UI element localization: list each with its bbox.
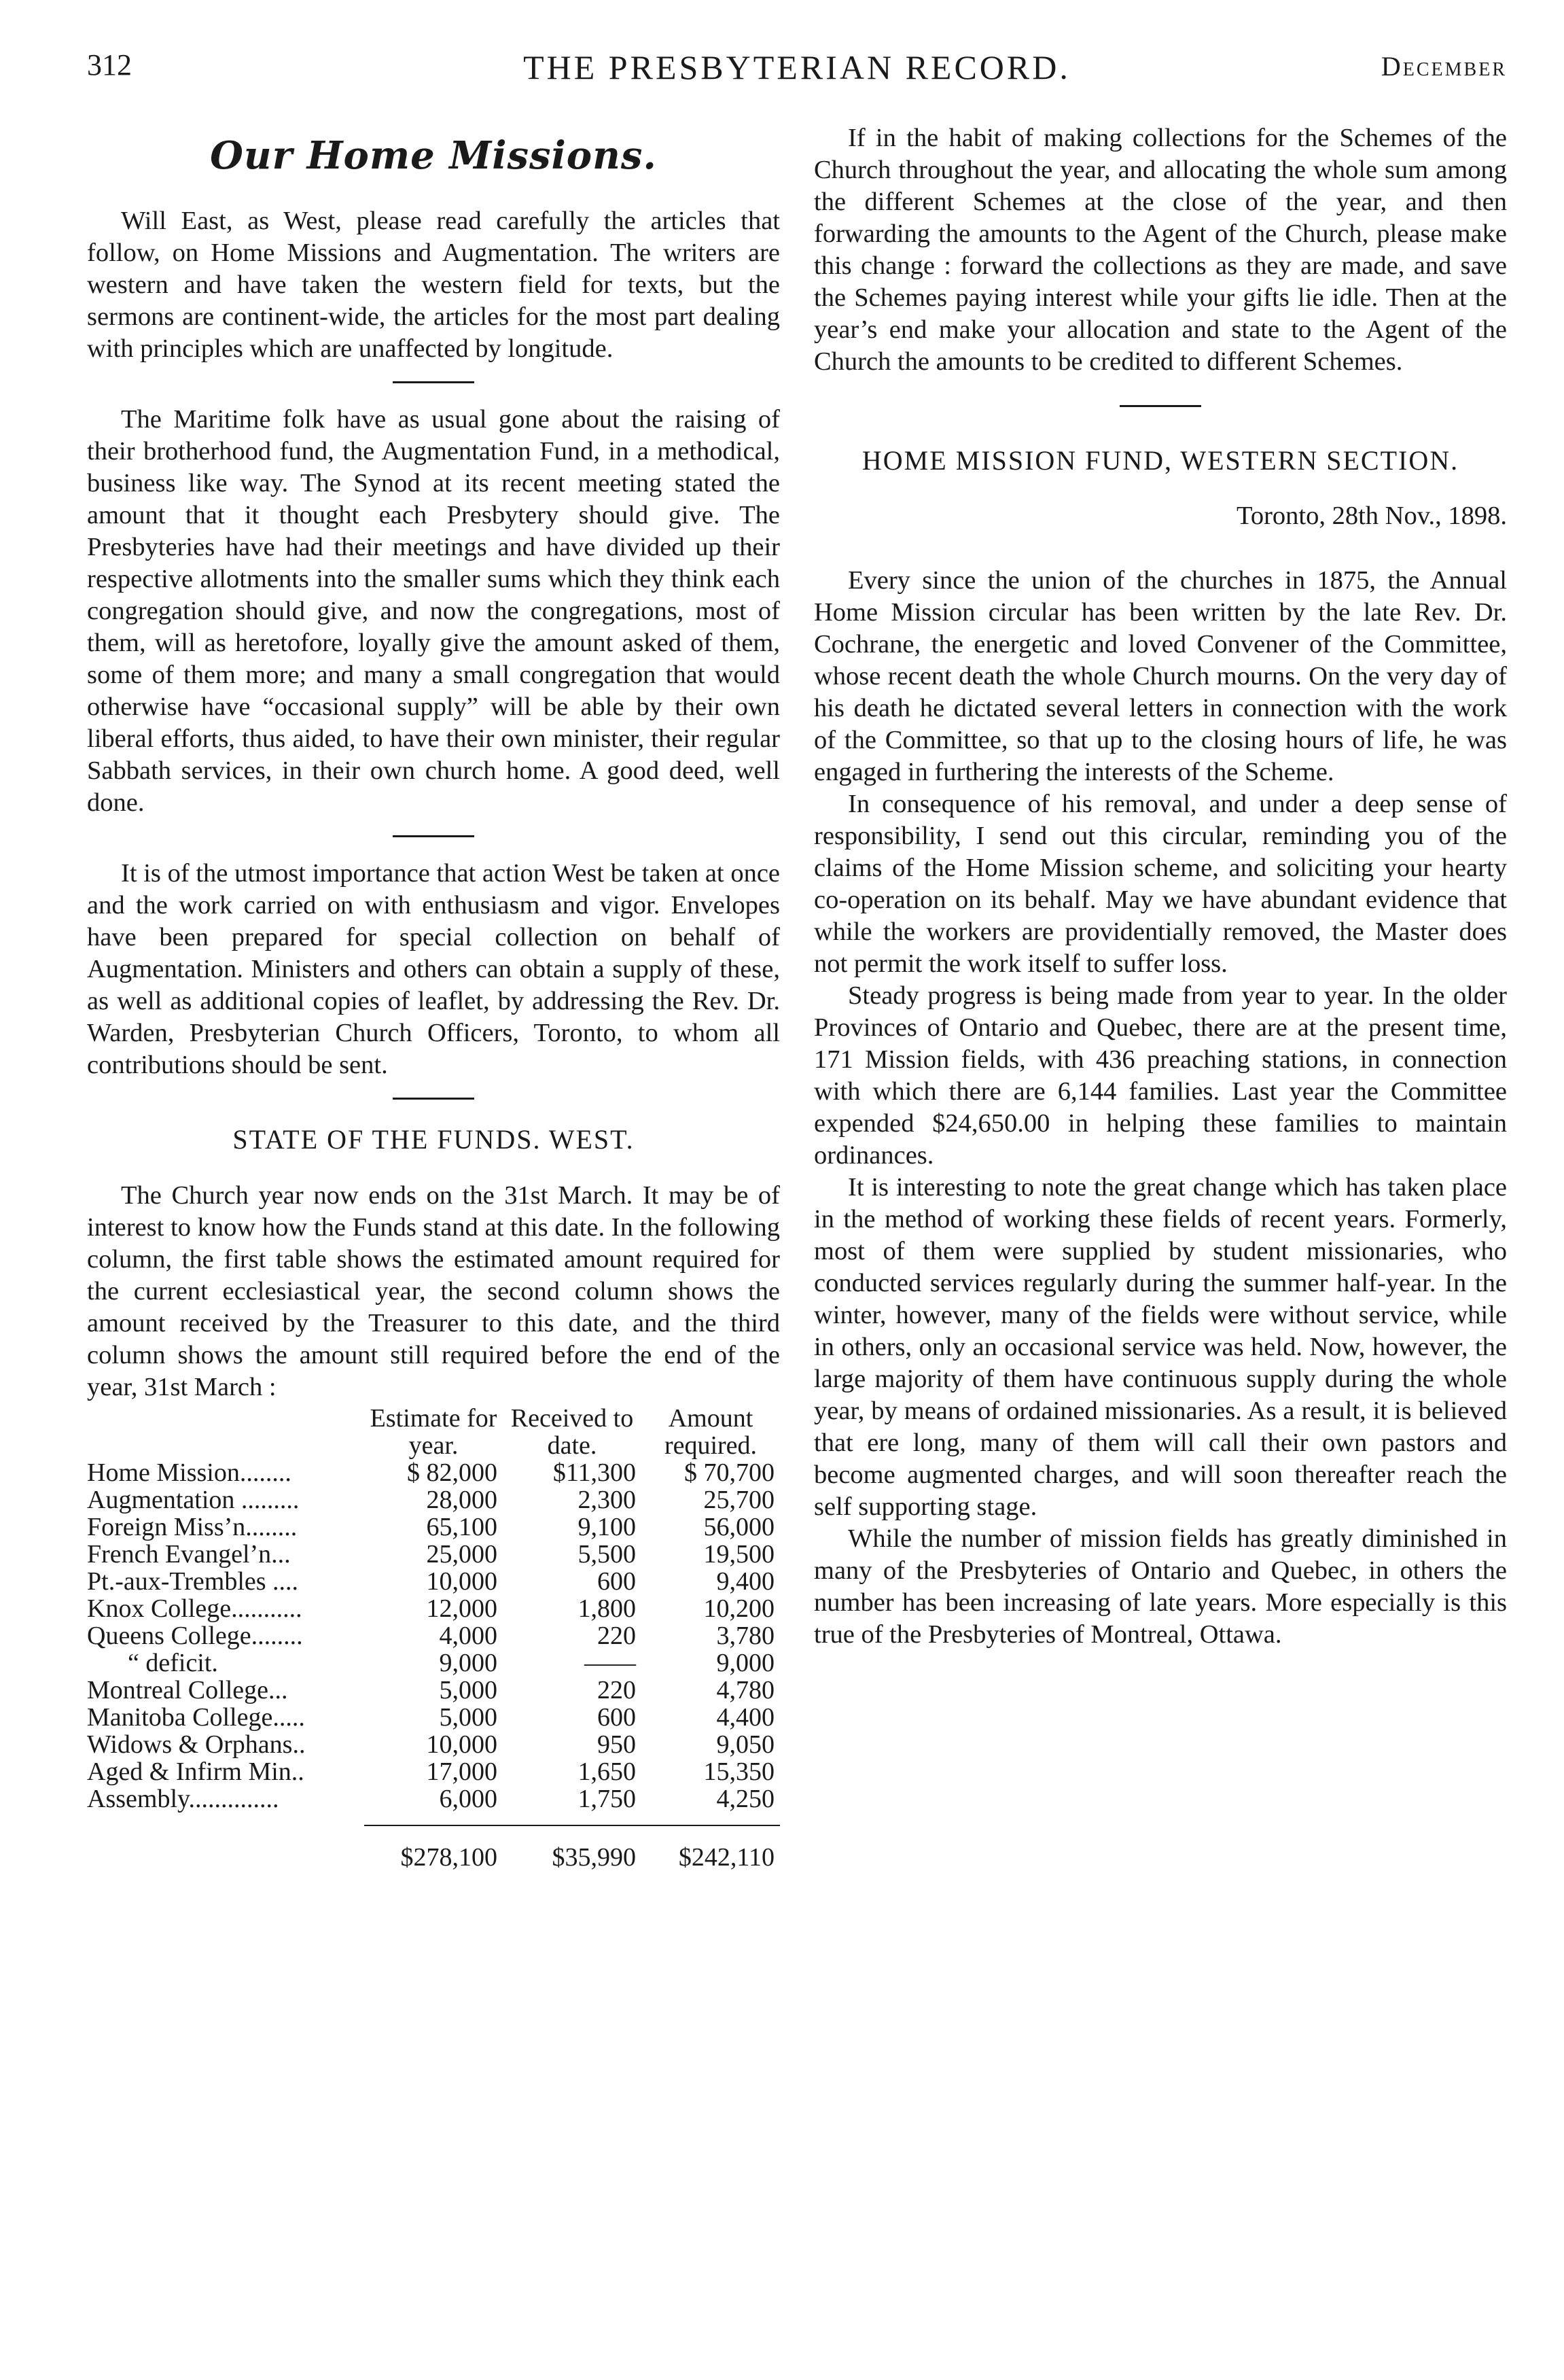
received-cell: $11,300: [552, 1458, 636, 1487]
required-cell: 25,700: [703, 1486, 775, 1514]
page-number: 312: [87, 48, 132, 82]
required-cell: 4,400: [716, 1703, 775, 1732]
body-paragraph: In consequence of his removal, and under a deep sense of responsibility, I send out this circular, reminding you of the claims of the Home Mission scheme, and soliciting your hearty co-operation on its behalf. May we have abundant evidence that while the workers are providentially removed, the Master does not permit the work itself to suffer loss.: [814, 790, 1507, 978]
body-paragraph: Steady progress is being made from year to year. In the older Provinces of Ontario and Quebec, there are at the present time, 171 Mission fields, with 436 preaching stations, in connection with which there are 6,144 families. Last year the Committee expended $24,650.00 in helping these families to maintain ordinances.: [814, 981, 1507, 1170]
required-cell: 4,780: [716, 1676, 775, 1704]
estimate-cell: 4,000: [439, 1622, 497, 1650]
section-title: Our Home Missions.: [210, 133, 657, 178]
issue-month: December: [1381, 51, 1507, 82]
fund-name: Manitoba College.....: [87, 1703, 305, 1732]
divider: [1120, 405, 1201, 407]
required-cell: 10,200: [703, 1594, 775, 1623]
required-cell: 3,780: [716, 1622, 775, 1650]
table-row: [87, 1731, 780, 1758]
fund-name: Home Mission........: [87, 1458, 291, 1487]
table-row: [87, 1541, 780, 1568]
fund-name: French Evangel’n...: [87, 1540, 291, 1569]
required-cell: 9,050: [716, 1730, 775, 1759]
intro-paragraph: Will East, as West, please read carefully the articles that follow, on Home Missions and Augmentation. The writers are western and have taken the western field for texts, but the sermons are continent-wide, the articles for the most part dealing with principles which are unaffected by longitude.: [87, 207, 780, 363]
estimate-cell: 17,000: [426, 1757, 497, 1786]
funds-table: [87, 1405, 780, 1871]
column-header-estimate: Estimate for year.: [370, 1404, 497, 1460]
fund-name: Widows & Orphans..: [87, 1730, 306, 1759]
fund-name: Foreign Miss’n........: [87, 1513, 298, 1541]
fund-name: Aged & Infirm Min..: [87, 1757, 304, 1786]
totals-row: [87, 1825, 780, 1871]
divider: [393, 381, 474, 383]
table-body: [87, 1459, 780, 1871]
fund-name: Queens College........: [87, 1622, 303, 1650]
body-paragraph: It is interesting to note the great change which has taken place in the method of working these fields of recent years. Formerly, most of them were supplied by student missionaries, who conducted services regularly during the summer half-year. In the winter, however, many of the fields were without service, while in others, only an occasional service was held. Now, however, the large majority of them have continuous supply during the whole year, by means of ordained missionaries. As a result, it is believed that ere long, many of them will call their own pastors and become augmented charges, and will soon thereafter reach the self supporting stage.: [814, 1173, 1507, 1521]
augmentation-paragraph: It is of the utmost importance that action West be taken at once and the work carried on with enthusiasm and vigor. Envelopes have been prepared for special collection on behalf of Augmentation. Ministers and others can obtain a supply of these, as well as additional copies of leaflet, by addressing the Rev. Dr. Warden, Presbyterian Church Officers, Toronto, to whom all contributions should be sent.: [87, 859, 780, 1079]
home-mission-heading: HOME MISSION FUND, WESTERN SECTION.: [861, 445, 1459, 476]
funds-heading: STATE OF THE FUNDS. WEST.: [232, 1124, 635, 1155]
estimate-cell: 6,000: [439, 1785, 497, 1813]
estimate-cell: 10,000: [426, 1730, 497, 1759]
column-header-required: Amount required.: [664, 1404, 758, 1460]
received-cell: 220: [597, 1622, 636, 1650]
received-cell: 220: [597, 1676, 636, 1704]
table-row: [87, 1595, 780, 1622]
required-cell: 15,350: [703, 1757, 775, 1786]
page-header: [87, 48, 1507, 102]
funds-intro: The Church year now ends on the 31st March. It may be of interest to know how the Funds stand at this date. In the following column, the first table shows the estimated amount required for the current ecclesiastical year, the second column shows the amount received by the Treasurer to this date, and the third column shows the amount still required before the end of the year, 31st March :: [87, 1181, 780, 1401]
required-cell: 56,000: [703, 1513, 775, 1541]
fund-name: Montreal College...: [87, 1676, 288, 1704]
required-cell: $ 70,700: [684, 1458, 775, 1487]
body-paragraph: While the number of mission fields has greatly diminished in many of the Presbyteries of Ontario and Quebec, in others the number has been increasing of late years. More especially is this true of the Presbyteries of Montreal, Ottawa.: [814, 1524, 1507, 1649]
table-row: [87, 1785, 780, 1813]
received-cell: ——: [584, 1649, 636, 1677]
table-row: [87, 1513, 780, 1541]
collections-paragraph: If in the habit of making collections for the Schemes of the Church throughout the year, and allocating the whole sum among the different Schemes at the close of the year, and then forwarding the amounts to the Agent of the Church, please make this change : forward the collections as they are made, and save the Schemes paying interest while your gifts lie idle. Then at the year’s end make your allocation and state to the Agent of the Church the amounts to be credited to different Schemes.: [814, 124, 1507, 376]
estimate-cell: 5,000: [439, 1703, 497, 1732]
estimate-cell: 25,000: [426, 1540, 497, 1569]
fund-name: Augmentation .........: [87, 1486, 300, 1514]
fund-name: Pt.-aux-Trembles ....: [87, 1567, 299, 1596]
table-row: [87, 1459, 780, 1486]
required-cell: 9,000: [716, 1649, 775, 1677]
body-paragraph: Every since the union of the churches in 1875, the Annual Home Mission circular has been written by the late Rev. Dr. Cochrane, the energetic and loved Convener of the Committee, whose recent death the whole Church mourns. On the very day of his death he dictated several letters in connection with the work of the Committee, so that up to the closing hours of life, he was engaged in furthering the interests of the Scheme.: [814, 566, 1507, 786]
table-row: [87, 1649, 780, 1677]
table-header-row: [87, 1405, 780, 1459]
received-cell: 950: [597, 1730, 636, 1759]
required-cell: 4,250: [716, 1785, 775, 1813]
estimate-cell: 5,000: [439, 1676, 497, 1704]
required-cell: 9,400: [716, 1567, 775, 1596]
estimate-cell: 65,100: [426, 1513, 497, 1541]
table-row: [87, 1677, 780, 1704]
total-estimate: $278,100: [400, 1843, 497, 1872]
maritime-paragraph: The Maritime folk have as usual gone about the raising of their brotherhood fund, the Augmentation Fund, in a methodical, business like way. The Synod at its recent meeting stated the amount that it thought each Presbytery should give. The Presbyteries have had their meetings and have divided up their respective allotments into the smaller sums which they think each congregation should give, and now the congregations, most of them, will as heretofore, loyally give the amount asked of them, some of them more; and many a small congregation that would otherwise have “occasional supply” will be able by their own liberal efforts, thus aided, to have their own minister, their regular Sabbath services, in their own church home. A good deed, well done.: [87, 405, 780, 817]
received-cell: 1,650: [577, 1757, 636, 1786]
estimate-cell: 12,000: [426, 1594, 497, 1623]
total-received: $35,990: [552, 1843, 636, 1872]
journal-title: THE PRESBYTERIAN RECORD.: [523, 48, 1071, 86]
table-row: [87, 1758, 780, 1785]
required-cell: 19,500: [703, 1540, 775, 1569]
fund-name: Knox College...........: [87, 1594, 302, 1623]
total-required: $242,110: [678, 1843, 775, 1872]
estimate-cell: $ 82,000: [407, 1458, 497, 1487]
received-cell: 1,750: [577, 1785, 636, 1813]
received-cell: 5,500: [577, 1540, 636, 1569]
table-row: [87, 1704, 780, 1731]
right-column: [814, 122, 1507, 1651]
fund-name: “ deficit.: [128, 1649, 218, 1677]
column-header-received: Received to date.: [510, 1404, 634, 1460]
table-row: [87, 1486, 780, 1513]
received-cell: 2,300: [577, 1486, 636, 1514]
received-cell: 1,800: [577, 1594, 636, 1623]
estimate-cell: 10,000: [426, 1567, 497, 1596]
totals-label: [87, 1825, 364, 1871]
received-cell: 600: [597, 1567, 636, 1596]
table-row: [87, 1622, 780, 1649]
estimate-cell: 9,000: [439, 1649, 497, 1677]
fund-name: Assembly..............: [87, 1785, 279, 1813]
estimate-cell: 28,000: [426, 1486, 497, 1514]
dateline: Toronto, 28th Nov., 1898.: [1237, 502, 1507, 530]
table-row: [87, 1568, 780, 1595]
divider: [393, 1098, 474, 1100]
received-cell: 600: [597, 1703, 636, 1732]
divider: [393, 835, 474, 837]
received-cell: 9,100: [577, 1513, 636, 1541]
left-column: [87, 122, 780, 1871]
totals-rule: [87, 1813, 780, 1825]
